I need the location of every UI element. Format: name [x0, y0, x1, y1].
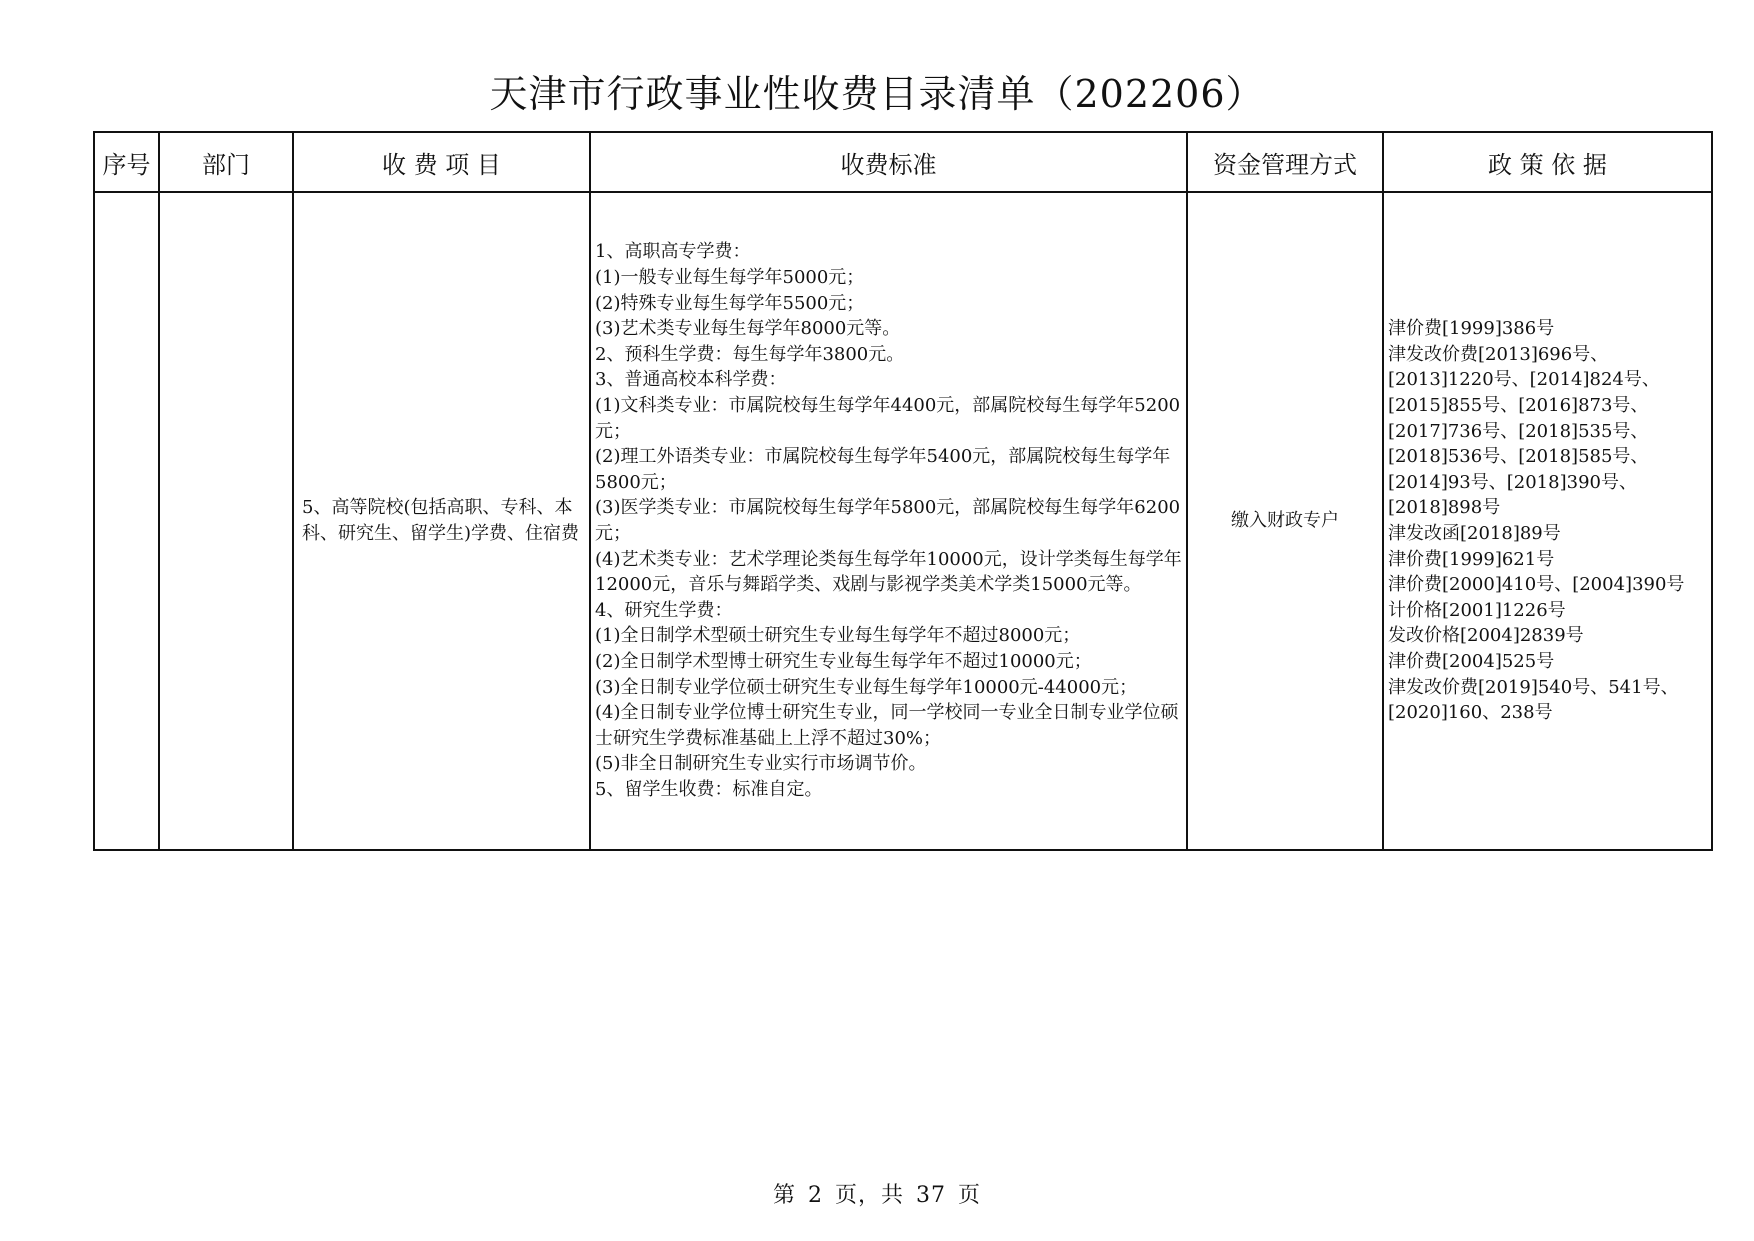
footer-mid: 页，共	[834, 1183, 904, 1208]
standard-cell	[590, 192, 1187, 850]
standard-line: 3、普通高校本科学费：	[595, 369, 787, 391]
standard-line: (3)医学类专业：市属院校每生每学年5800元，部属院校每生每学年6200元；	[595, 497, 1181, 544]
page-footer	[0, 1178, 1754, 1209]
header-dept: 部门	[159, 132, 293, 192]
header-seq: 序号	[94, 132, 159, 192]
policy-line: 津发改价费[2019]540号、541号、[2020]160、238号	[1388, 676, 1679, 724]
policy-line: 津价费[2004]525号	[1388, 650, 1555, 672]
policy-line: 计价格[2001]1226号	[1388, 599, 1566, 621]
policy-line: 津发改函[2018]89号	[1388, 523, 1561, 544]
footer-suffix: 页	[958, 1183, 982, 1208]
standard-line: (4)艺术类专业：艺术学理论类每生每学年10000元，设计学类每生每学年12000元，音乐与舞蹈学类、戏剧与影视学类美术学类15000元等。	[595, 548, 1182, 596]
policy-cell	[1383, 192, 1712, 850]
standard-line: (3)全日制专业学位硕士研究生专业每生每学年10000元-44000元；	[595, 676, 1138, 698]
header-standard: 收费标准	[590, 132, 1187, 192]
standard-list	[595, 239, 1182, 802]
standard-line: 4、研究生学费：	[595, 599, 733, 621]
policy-line: 津价费[1999]621号	[1388, 548, 1555, 570]
page-title: 天津市行政事业性收费目录清单（202206）	[489, 72, 1265, 116]
header-item: 收 费 项 目	[293, 132, 590, 192]
standard-line: (4)全日制专业学位博士研究生专业，同一学校同一专业全日制专业学位硕士研究生学费标准基础上上浮不超过30%；	[595, 702, 1179, 749]
policy-line: 津价费[1999]386号	[1388, 318, 1555, 340]
policy-line: 津价费[2000]410号、[2004]390号	[1388, 574, 1685, 596]
standard-line: (1)一般专业每生每学年5000元；	[595, 267, 865, 289]
standard-line: (1)全日制学术型硕士研究生专业每生每学年不超过8000元；	[595, 625, 1081, 647]
standard-line: 2、预科生学费：每生每学年3800元。	[595, 343, 905, 365]
footer-page-number: 2	[807, 1183, 823, 1208]
header-fund: 资金管理方式	[1187, 132, 1383, 192]
standard-line: 5、留学生收费：标准自定。	[595, 778, 823, 800]
standard-line: (3)艺术类专业每生每学年8000元等。	[595, 318, 901, 340]
standard-line: (2)全日制学术型博士研究生专业每生每学年不超过10000元；	[595, 650, 1092, 672]
standard-line: (1)文科类专业：市属院校每生每学年4400元，部属院校每生每学年5200元；	[595, 395, 1181, 442]
header-row	[94, 132, 1712, 192]
fee-table	[93, 131, 1713, 851]
fee-item-text: 5、高等院校(包括高职、专科、本科、研究生、留学生)学费、住宿费	[302, 497, 580, 544]
standard-line: (2)理工外语类专业：市属院校每生每学年5400元，部属院校每生每学年5800元；	[595, 446, 1171, 493]
header-policy: 政 策 依 据	[1383, 132, 1712, 192]
table-row	[94, 192, 1712, 850]
footer-prefix: 第	[772, 1183, 796, 1208]
seq-cell	[94, 192, 159, 850]
dept-cell	[159, 192, 293, 850]
item-cell	[293, 192, 590, 850]
footer-total-pages: 37	[916, 1183, 946, 1208]
standard-line: (2)特殊专业每生每学年5500元；	[595, 292, 865, 314]
standard-line: (5)非全日制研究生专业实行市场调节价。	[595, 753, 927, 775]
standard-line: 1、高职高专学费：	[595, 241, 751, 263]
policy-line: 发改价格[2004]2839号	[1388, 625, 1584, 647]
fund-cell: 缴入财政专户	[1187, 192, 1383, 850]
policy-list	[1388, 316, 1707, 726]
policy-line: 津发改价费[2013]696号、[2013]1220号、[2014]824号、[2015]855号、[2016]873号、[2017]736号、[2018]535号、[2018]536号、[2018]585号、[2014]93号、[2018]390号、[2018]898号	[1388, 343, 1660, 519]
